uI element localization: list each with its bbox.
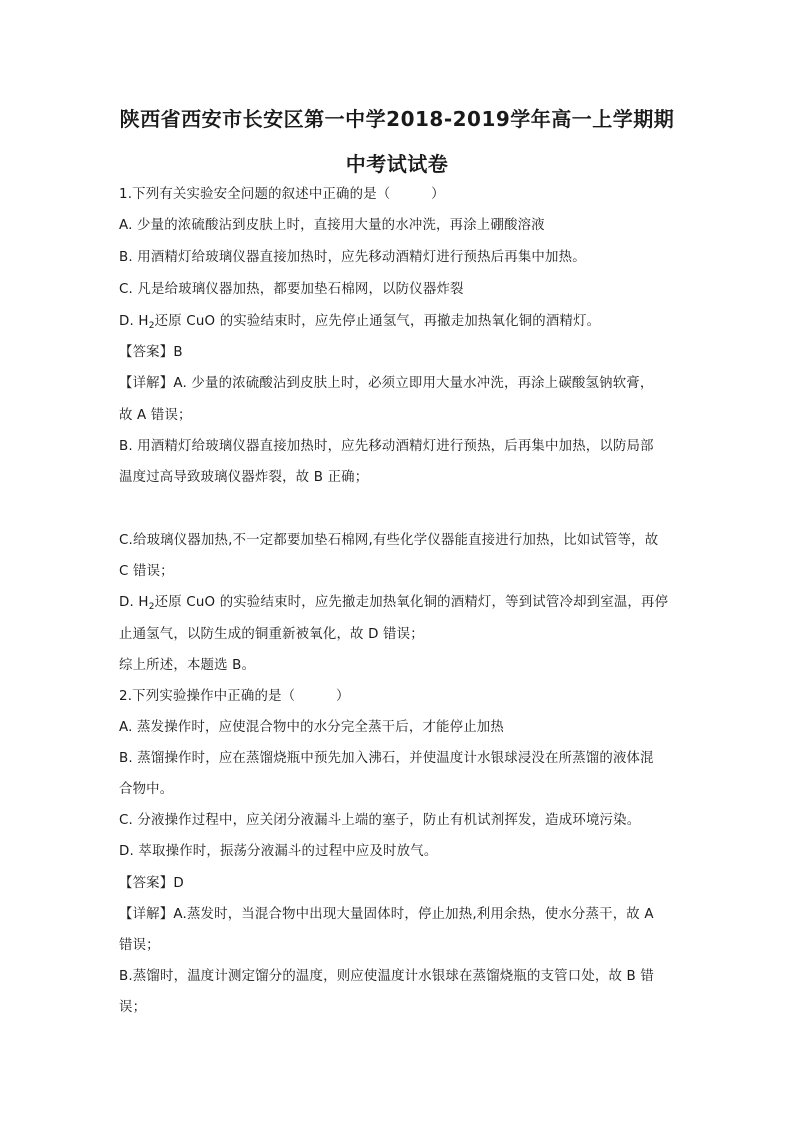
- document-title-line-2: 中考试试卷: [345, 152, 449, 176]
- question-2-analysis-b-line-2: 误；: [119, 1000, 147, 1015]
- question-2-option-b-line-2: 合物中。: [119, 782, 174, 797]
- question-2-option-d: D. 萃取操作时，振荡分液漏斗的过程中应及时放气。: [119, 844, 438, 859]
- question-1-analysis-d-line-1: [119, 594, 679, 612]
- question-1-analysis-a-line-2: 故 A 错误；: [119, 408, 192, 423]
- subscript-two: 2: [148, 321, 155, 331]
- question-1-option-b: B. 用酒精灯给玻璃仪器直接加热时，应先移动酒精灯进行预热后再集中加热。: [119, 250, 586, 265]
- question-2-option-c: C. 分液操作过程中，应关闭分液漏斗上端的塞子，防止有机试剂挥发，造成环境污染。: [119, 813, 641, 828]
- document-title-line-1: 陕西省西安市长安区第一中学2018-2019学年高一上学期期: [119, 107, 675, 131]
- question-2-analysis-b-line-1: B.蒸馏时，温度计测定馏分的温度，则应使温度计水银球在蒸馏烧瓶的支管口处，故 B 错: [119, 969, 654, 984]
- option-d-prefix: D. H: [119, 314, 149, 329]
- question-1-analysis-c-line-2: C 错误；: [119, 564, 174, 579]
- question-1-analysis-b-line-2: 温度过高导致玻璃仪器炸裂，故 B 正确；: [119, 470, 369, 485]
- subscript-two: 2: [148, 602, 155, 612]
- question-1-answer: 【答案】B: [119, 345, 183, 360]
- question-2-answer: 【答案】D: [119, 876, 184, 891]
- question-1-option-a: A. 少量的浓硫酸沾到皮肤上时，直接用大量的水冲洗，再涂上硼酸溶液: [119, 218, 545, 233]
- question-2-option-b-line-1: B. 蒸馏操作时，应在蒸馏烧瓶中预先加入沸石，并使温度计水银球浸没在所蒸馏的液体混: [119, 751, 654, 766]
- question-1-analysis-b-line-1: B. 用酒精灯给玻璃仪器直接加热时，应先移动酒精灯进行预热，后再集中加热，以防局部: [119, 439, 654, 454]
- analysis-d-prefix: D. H: [119, 595, 149, 610]
- question-1-option-d: [119, 313, 679, 331]
- question-1-analysis-c-line-1: C.给玻璃仪器加热,不一定都要加垫石棉网,有些化学仪器能直接进行加热，比如试管等，故: [119, 533, 659, 548]
- question-2-stem: 2.下列实验操作中正确的是（ ）: [119, 689, 350, 704]
- question-1-analysis-a-line-1: 【详解】A. 少量的浓硫酸沾到皮肤上时，必须立即用大量水冲洗，再涂上碳酸氢钠软膏，: [119, 376, 654, 391]
- question-1-analysis-d-line-2: 止通氢气，以防生成的铜重新被氧化，故 D 错误；: [119, 627, 424, 642]
- option-d-text: 还原 CuO 的实验结束时，应先停止通氢气，再撤走加热氧化铜的酒精灯。: [154, 314, 601, 329]
- analysis-d-text: 还原 CuO 的实验结束时，应先撤走加热氧化铜的酒精灯，等到试管冷却到室温，再停: [154, 595, 669, 610]
- question-2-analysis-a-line-1: 【详解】A.蒸发时，当混合物中出现大量固体时，停止加热,利用余热，使水分蒸干，故 A: [119, 907, 654, 922]
- question-1-stem: 1.下列有关实验安全问题的叙述中正确的是（ ）: [119, 187, 445, 202]
- question-1-summary: 综上所述，本题选 B。: [119, 658, 256, 673]
- question-2-analysis-a-line-2: 错误；: [119, 938, 160, 953]
- question-1-option-c: C. 凡是给玻璃仪器加热，都要加垫石棉网，以防仪器炸裂: [119, 282, 464, 297]
- question-2-option-a: A. 蒸发操作时，应使混合物中的水分完全蒸干后，才能停止加热: [119, 720, 504, 735]
